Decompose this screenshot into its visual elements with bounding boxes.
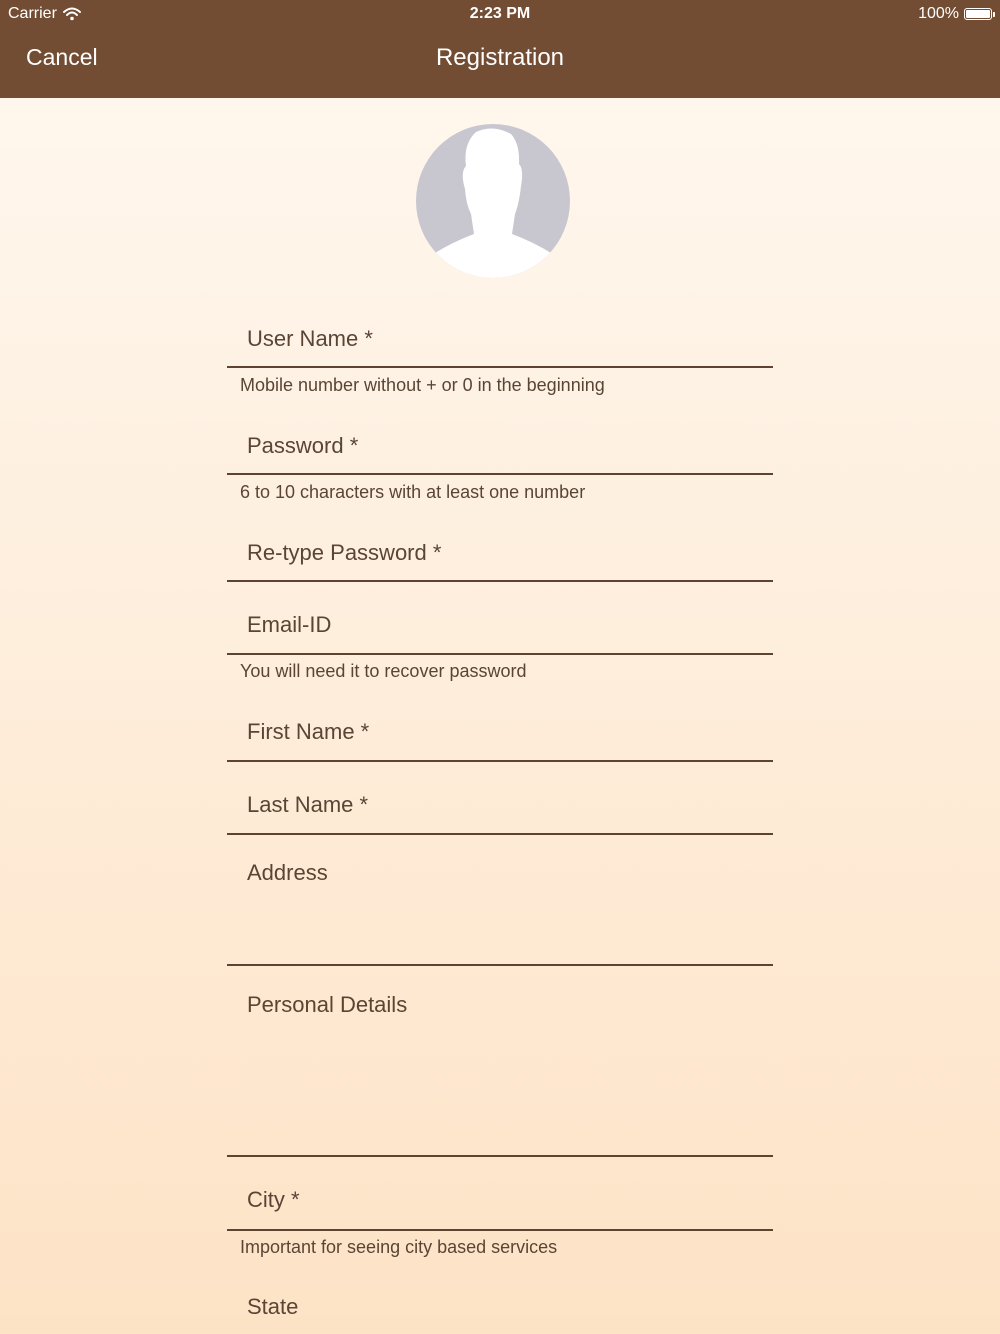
state-field[interactable] bbox=[227, 1288, 773, 1334]
status-time: 2:23 PM bbox=[469, 5, 531, 22]
retype-password-field[interactable] bbox=[227, 532, 773, 582]
cancel-button[interactable]: Cancel bbox=[26, 44, 98, 70]
state-label: State bbox=[247, 1294, 299, 1319]
battery-percent: 100% bbox=[918, 5, 959, 22]
email-field[interactable] bbox=[227, 605, 773, 655]
password-field[interactable] bbox=[227, 425, 773, 475]
person-silhouette-icon bbox=[416, 124, 570, 278]
email-hint: You will need it to recover password bbox=[240, 661, 527, 681]
battery-indicator bbox=[918, 5, 992, 23]
password-label: Password * bbox=[247, 433, 359, 458]
retype-password-label: Re-type Password * bbox=[247, 540, 442, 565]
page-title: Registration bbox=[435, 44, 565, 71]
address-label: Address bbox=[247, 860, 328, 885]
first-name-field[interactable] bbox=[227, 712, 773, 762]
city-field[interactable] bbox=[227, 1181, 773, 1231]
personal-details-label: Personal Details bbox=[247, 992, 408, 1017]
email-label: Email-ID bbox=[247, 612, 332, 637]
battery-icon bbox=[964, 8, 992, 20]
personal-details-field[interactable] bbox=[227, 988, 773, 1157]
last-name-label: Last Name * bbox=[247, 792, 369, 817]
user-name-field[interactable] bbox=[227, 318, 773, 368]
carrier-label: Carrier bbox=[8, 5, 57, 22]
password-hint: 6 to 10 characters with at least one number bbox=[240, 482, 586, 502]
city-label: City * bbox=[247, 1187, 300, 1212]
user-name-hint: Mobile number without + or 0 in the beginning bbox=[240, 375, 605, 395]
avatar[interactable] bbox=[416, 124, 570, 278]
last-name-field[interactable] bbox=[227, 785, 773, 835]
status-bar bbox=[0, 0, 1000, 30]
navigation-bar bbox=[0, 0, 1000, 98]
user-name-label: User Name * bbox=[247, 326, 373, 351]
city-hint: Important for seeing city based services bbox=[240, 1237, 558, 1257]
address-field[interactable] bbox=[227, 855, 773, 966]
first-name-label: First Name * bbox=[247, 719, 370, 744]
